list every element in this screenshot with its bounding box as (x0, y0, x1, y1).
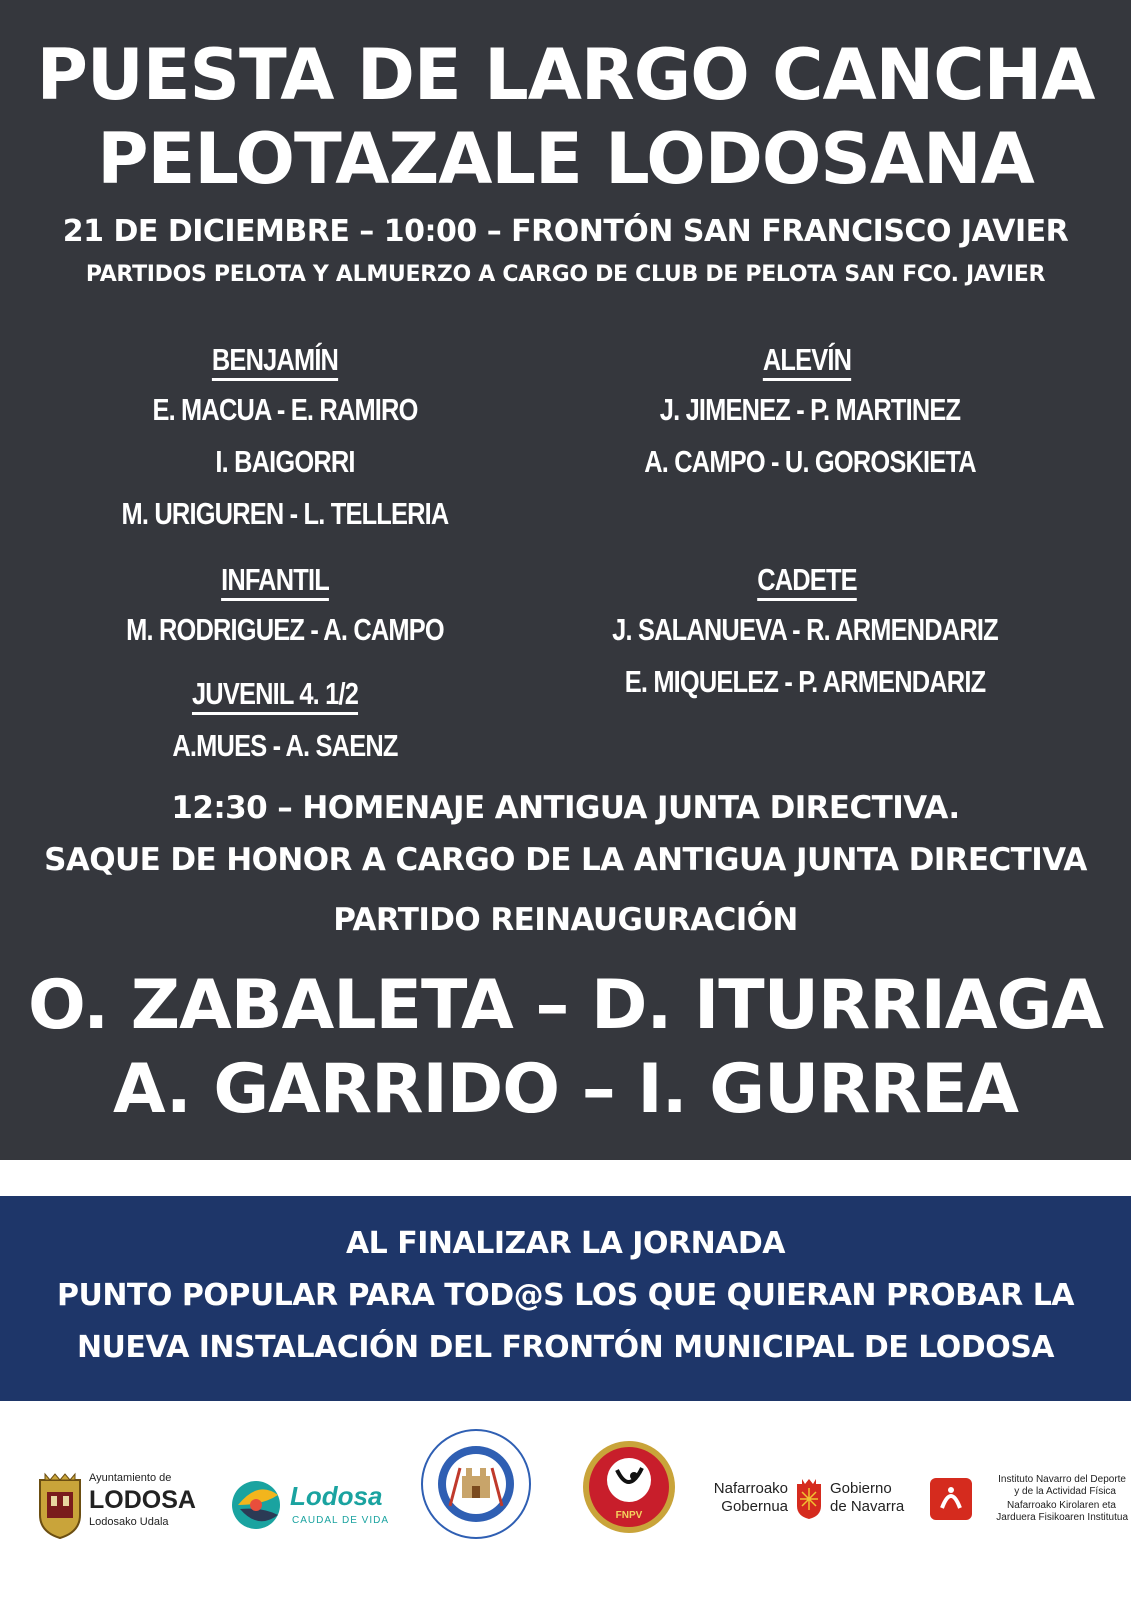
title-line-1: PUESTA DE LARGO CANCHA (36, 34, 1095, 116)
match-benjamin-1: E. MACUA - E. RAMIRO (152, 392, 418, 427)
info-line: PARTIDOS PELOTA Y ALMUERZO A CARGO DE CLUB DE PELOTA SAN FCO. JAVIER (85, 262, 1046, 287)
gobierno-right-2: de Navarra (830, 1498, 905, 1515)
match-cadete-2: E. MIQUELEZ - P. ARMENDARIZ (624, 664, 986, 699)
category-cadete: CADETE (757, 562, 857, 597)
notice-line-2: PUNTO POPULAR PARA TOD@S LOS QUE QUIERAN PROBAR LA (56, 1278, 1075, 1313)
instituto-emblem-icon (930, 1478, 972, 1520)
fnpv-name: FNPV (615, 1510, 643, 1521)
match-benjamin-3: M. URIGUREN - L. TELLERIA (121, 496, 449, 531)
club-pelota-logo (420, 1428, 532, 1540)
lodosa-leaf-icon (228, 1475, 288, 1535)
club-emblem-icon (420, 1428, 532, 1540)
category-alevin: ALEVÍN (762, 342, 852, 377)
instituto-line-2: y de la Actividad Física (1014, 1486, 1116, 1497)
coat-of-arms-icon (35, 1470, 85, 1540)
homage-line-3: PARTIDO REINAUGURACIÓN (333, 902, 798, 938)
ayto-small-text: Ayuntamiento de (89, 1472, 172, 1484)
homage-line-2: SAQUE DE HONOR A CARGO DE LA ANTIGUA JUNTA DIRECTIVA (44, 842, 1087, 878)
category-juvenil: JUVENIL 4. 1/2 (191, 676, 359, 711)
ayuntamiento-lodosa-logo (35, 1470, 195, 1540)
homage-line-1: 12:30 – HOMENAJE ANTIGUA JUNTA DIRECTIVA. (171, 790, 960, 826)
instituto-line-3: Nafarroako Kirolaren eta (1007, 1500, 1116, 1511)
match-cadete-1: J. SALANUEVA - R. ARMENDARIZ (612, 612, 998, 647)
match-juvenil-1: A.MUES - A. SAENZ (172, 728, 398, 763)
main-match-line-1: O. ZABALETA – D. ITURRIAGA (27, 966, 1103, 1045)
gobierno-left-2: Gobernua (721, 1498, 788, 1515)
instituto-deporte-logo (930, 1474, 1130, 1534)
category-infantil: INFANTIL (221, 562, 329, 597)
fnpv-logo (582, 1440, 676, 1534)
navarra-shield-icon (794, 1476, 824, 1520)
gobierno-left-1: Nafarroako (713, 1480, 788, 1497)
ayto-sub: Lodosako Udala (89, 1516, 169, 1528)
match-infantil-1: M. RODRIGUEZ - A. CAMPO (126, 612, 444, 647)
sponsor-logos (0, 1420, 1131, 1600)
notice-line-1: AL FINALIZAR LA JORNADA (345, 1226, 786, 1261)
instituto-line-1: Instituto Navarro del Deporte (998, 1474, 1126, 1485)
gobierno-navarra-logo (700, 1476, 915, 1536)
instituto-line-4: Jarduera Fisikoaren Institutua (996, 1512, 1128, 1523)
category-benjamin: BENJAMÍN (211, 342, 339, 377)
main-match-line-2: A. GARRIDO – I. GURREA (112, 1050, 1019, 1129)
lodosa-caudal-logo (228, 1475, 398, 1535)
date-line: 21 DE DICIEMBRE – 10:00 – FRONTÓN SAN FRANCISCO JAVIER (62, 214, 1069, 249)
gobierno-right-1: Gobierno (830, 1480, 892, 1497)
notice-line-3: NUEVA INSTALACIÓN DEL FRONTÓN MUNICIPAL DE LODOSA (76, 1330, 1055, 1365)
ayto-name: LODOSA (89, 1486, 196, 1514)
title-line-2: PELOTAZALE LODOSANA (97, 118, 1034, 200)
match-benjamin-2: I. BAIGORRI (215, 444, 355, 479)
match-alevin-2: A. CAMPO - U. GOROSKIETA (644, 444, 976, 479)
match-alevin-1: J. JIMENEZ - P. MARTINEZ (659, 392, 961, 427)
lodosa-sub: CAUDAL DE VIDA (292, 1515, 389, 1526)
lodosa-name: Lodosa (290, 1481, 383, 1511)
footer-notice-panel (0, 1196, 1131, 1401)
